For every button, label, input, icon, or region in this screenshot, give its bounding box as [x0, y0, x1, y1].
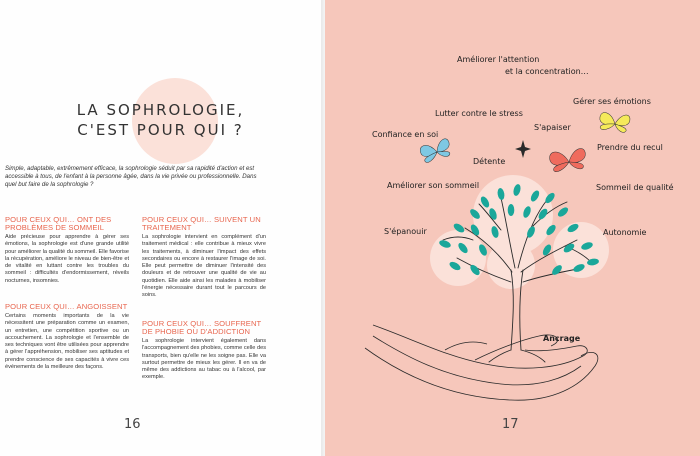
section-phobia	[142, 320, 266, 382]
label-apaiser: S'apaiser	[534, 123, 571, 132]
butterfly-yellow-icon	[598, 111, 631, 134]
section-heading: POUR CEUX QUI… SUIVENT UN TRAITEMENT	[142, 215, 261, 232]
label-attention: Améliorer l'attention	[457, 55, 540, 64]
page-number-left: 16	[124, 417, 141, 432]
intro-text: Simple, adaptable, extrêmement efficace, la sophrologie séduit par sa rapidité d'action et est accessible à tous, de l'enfant à la personne âgée, dans la vie privée ou professionnelle. Dans quel but faire de la sophrologie ?	[5, 165, 257, 188]
section-heading: POUR CEUX QUI… SOUFFRENT DE PHOBIE OU D'ADDICTION	[142, 319, 262, 336]
label-stress: Lutter contre le stress	[435, 109, 523, 118]
label-recul: Prendre du recul	[597, 143, 663, 152]
section-text: La sophrologie intervient également dans l'accompagnement des phobies, comme celle des transports, bien qu'elle ne les soigne pas. Elle va surtout permettre de mieux les gérer. Il en va de même des addictions au tabac ou à l'alcool, par exemple.	[142, 338, 266, 381]
label-concentration: et la concentration…	[505, 67, 589, 76]
label-detente: Détente	[473, 157, 506, 166]
label-sommeil-qualite: Sommeil de qualité	[596, 183, 674, 192]
butterfly-red-icon	[549, 148, 587, 172]
sparkle-icon	[515, 140, 531, 158]
section-treatment	[142, 216, 266, 300]
section-heading: POUR CEUX QUI… ANGOISSENT	[5, 302, 128, 311]
page-title-line2: C'EST POUR QUI ?	[77, 121, 244, 139]
label-autonomie: Autonomie	[603, 228, 647, 237]
section-anxiety	[5, 303, 129, 371]
label-sommeil: Améliorer son sommeil	[387, 181, 480, 190]
label-confiance: Confiance en soi	[372, 130, 439, 139]
right-page	[325, 0, 700, 456]
section-sleep	[5, 216, 129, 285]
butterfly-blue-icon	[419, 138, 453, 164]
section-text: La sophrologie intervient en complément d'un traitement médical : elle contribue à mieux vivre les traitements, à diminuer l'impact des effets secondaires ou encore à restaurer l'image de soi. Elle peut permettre de diminuer l'intensité des douleurs et de retrouver une qualité de vie au quotidien. Elle aide ainsi les malades à mobiliser l'énergie nécessaire durant tout le parcours de soins.	[142, 234, 266, 299]
label-emotions: Gérer ses émotions	[573, 97, 651, 106]
section-heading: POUR CEUX QUI… ONT DES PROBLÈMES DE SOMMEIL	[5, 215, 112, 232]
section-text: Aide précieuse pour apprendre à gérer ses émotions, la sophrologie est d'une grande utilité pour améliorer la qualité du sommeil. Elle favorise la récupération, améliore le niveau de bien-être et de vitalité en luttant contre les troubles du sommeil : difficultés d'endormissement, réveils nocturnes, insomnies.	[5, 234, 129, 284]
label-ancrage: Ancrage	[543, 334, 581, 343]
page-title-line1: LA SOPHROLOGIE,	[76, 101, 245, 119]
section-text: Certains moments importants de la vie nécessitent une préparation comme un examen, un entretien, une compétition sportive ou un accouchement. La sophrologie et l'ensemble de ses techniques vont être utilisées pour apprendre à gérer l'appréhension, mobiliser ses aptitudes et prendre conscience de ses capacités à vivre ces événements de la meilleure des façons.	[5, 313, 129, 371]
left-page	[0, 0, 321, 456]
page-number-right: 17	[502, 417, 519, 432]
label-epanouir: S'épanouir	[384, 227, 427, 236]
